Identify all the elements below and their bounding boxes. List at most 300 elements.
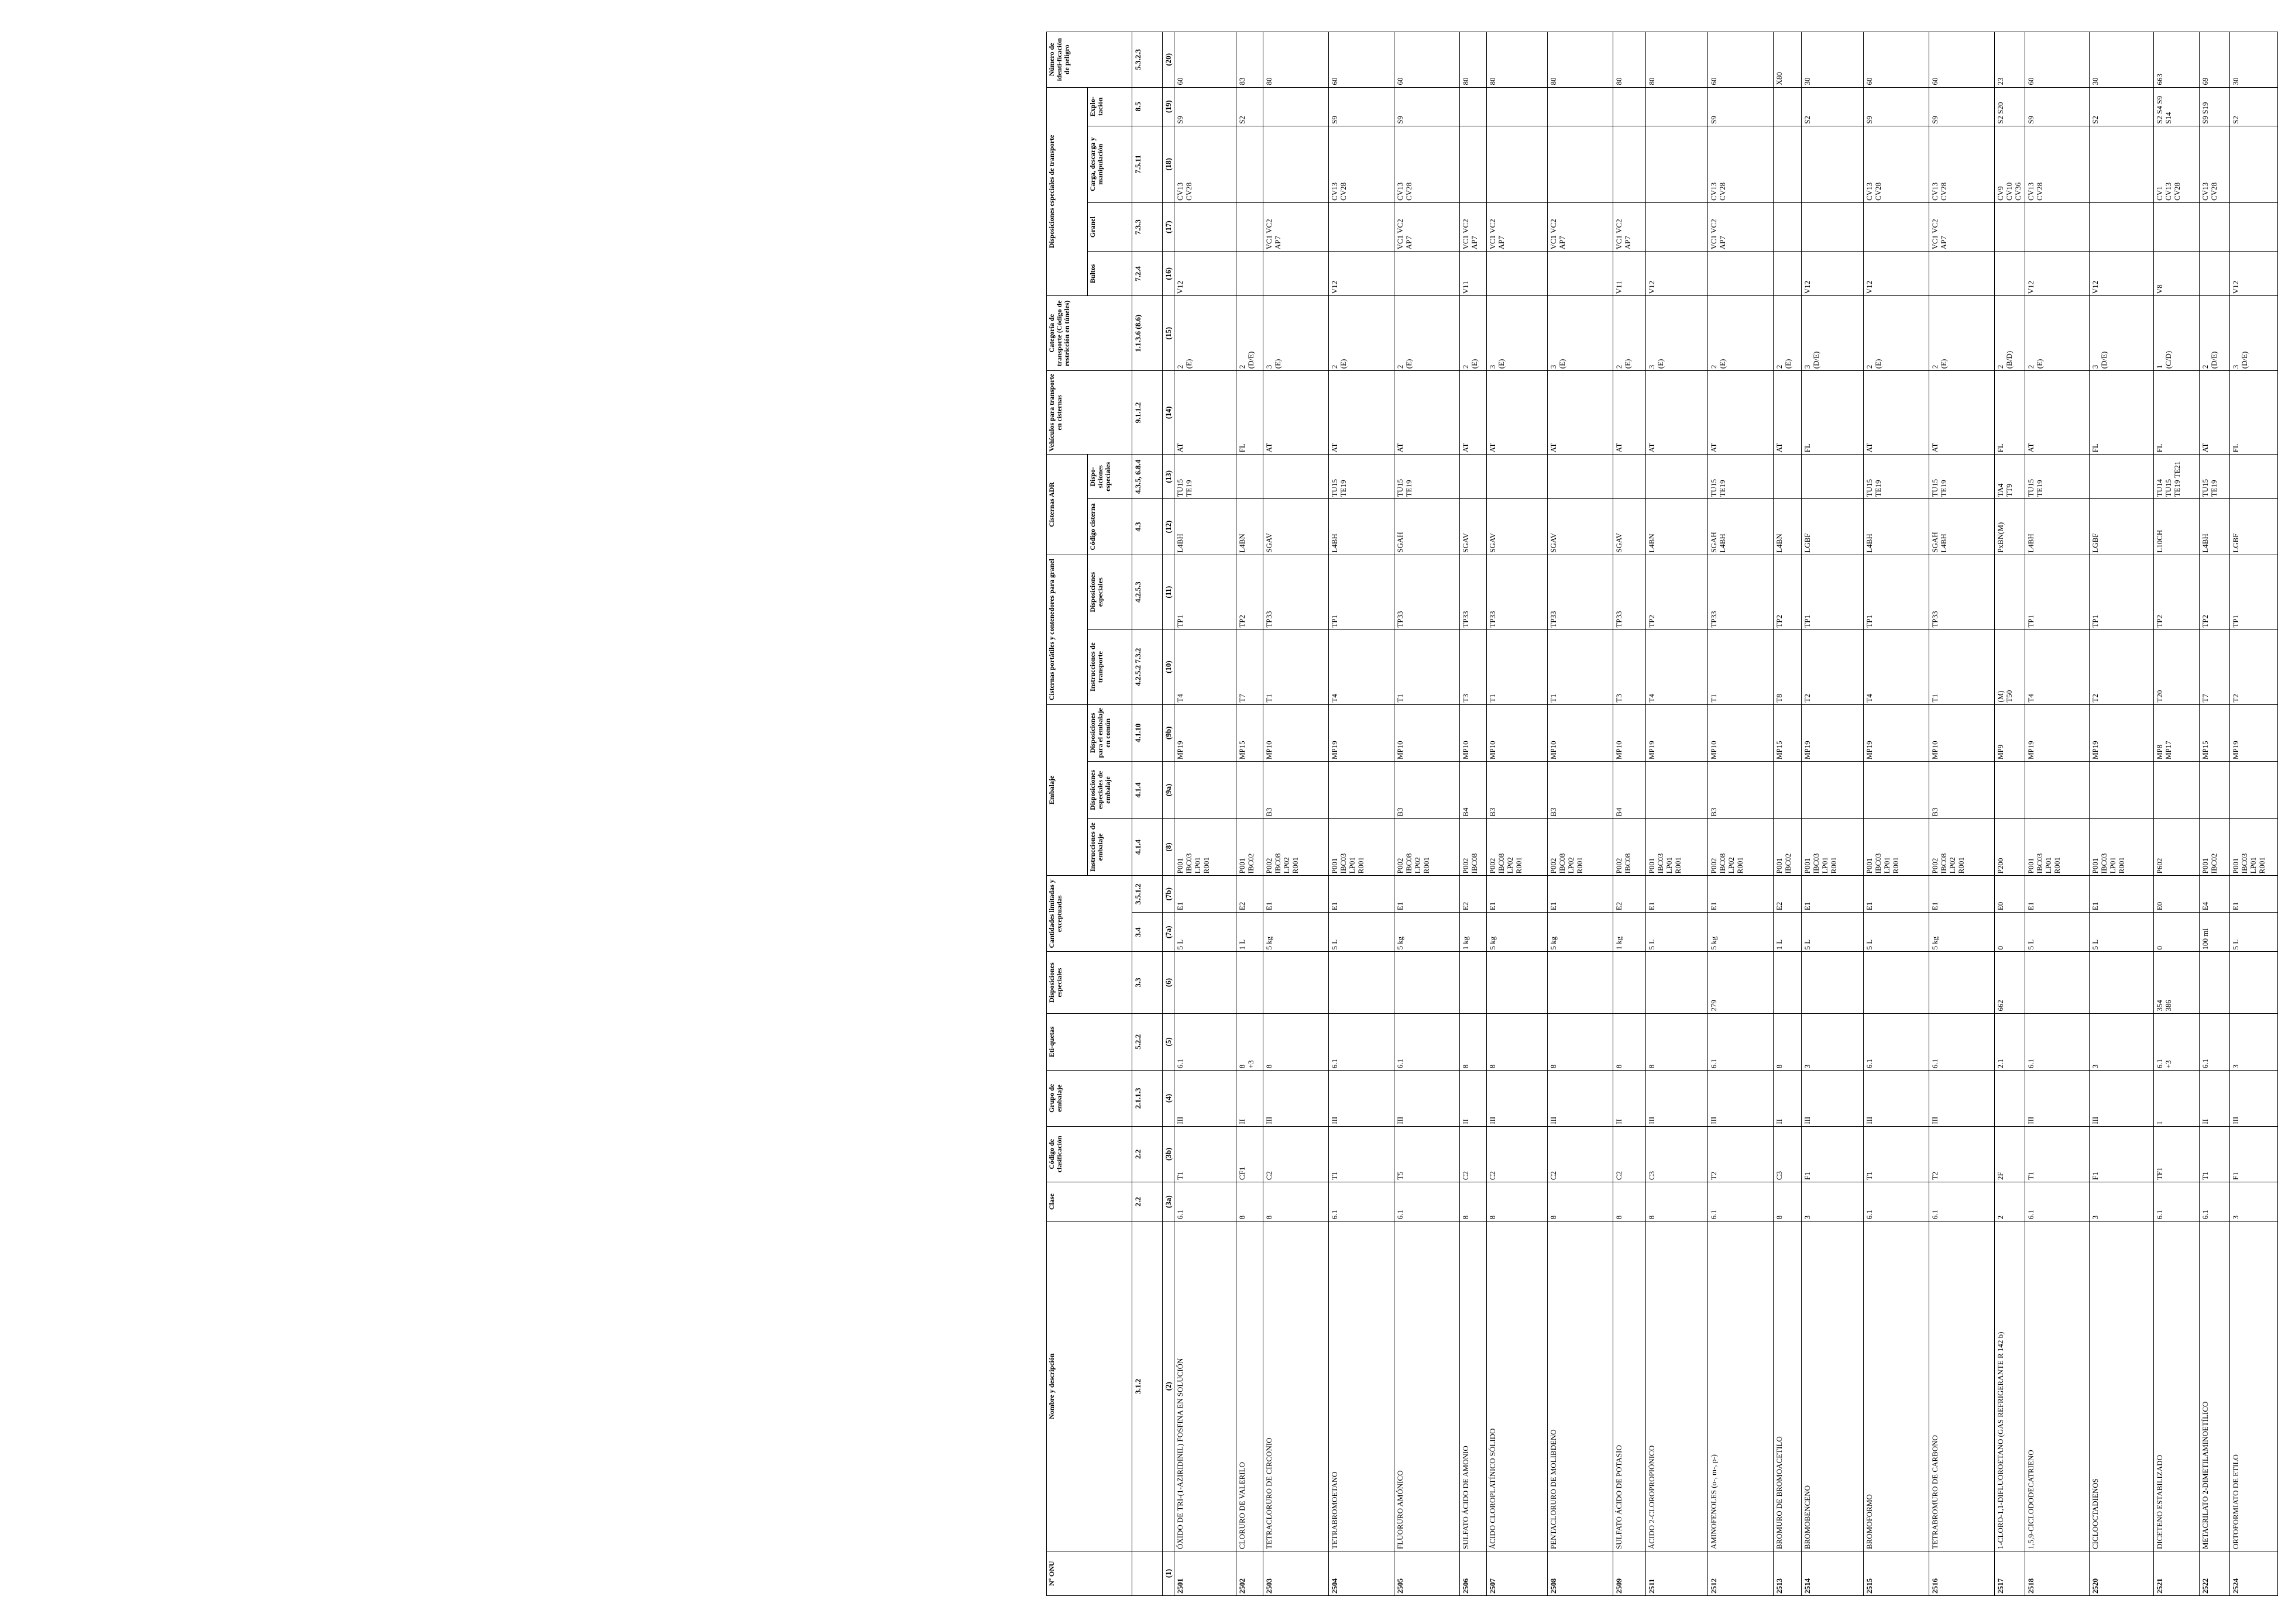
cell-class: 3: [2090, 1182, 2154, 1222]
cell-un-no: 2515: [1864, 1551, 1929, 1596]
cell-operation: S9: [1174, 87, 1236, 126]
cell-hazard-id: 60: [1174, 32, 1236, 88]
header-labels: Eti-quetas: [1047, 1013, 1132, 1071]
index-cell-vehicle: (14): [1163, 371, 1174, 455]
cell-mixed-packing: MP9: [1995, 704, 2025, 762]
cell-tank-special: TP33: [1708, 555, 1774, 629]
cell-un-no: 2503: [1263, 1551, 1329, 1596]
cell-bulk: [2090, 202, 2154, 251]
cell-packing-group: III: [1174, 1071, 1236, 1126]
cell-vehicle: AT: [1460, 371, 1487, 455]
header-tank-code: Código cisterna: [1088, 499, 1132, 555]
cell-packing-group: II: [1460, 1071, 1487, 1126]
index-cell-tank-special-adr: (13): [1163, 455, 1174, 499]
cell-vehicle: AT: [1774, 371, 1802, 455]
cell-tank-special-adr: [1613, 455, 1646, 499]
cell-tank-special-adr: TU15 TE19: [1864, 455, 1929, 499]
cell-mixed-packing: MP10: [1548, 704, 1613, 762]
index-cell-bulk: (17): [1163, 202, 1174, 251]
cell-packages: [1236, 252, 1263, 296]
index-cell-hazard-id: (20): [1163, 32, 1174, 88]
cell-tank-code: L4BH: [2200, 499, 2230, 555]
cell-packages: V11: [1613, 252, 1646, 296]
cell-limited-qty: 5 L: [1174, 913, 1236, 952]
cell-packing-instructions: P002 IBC08 LP02 R001: [1487, 818, 1548, 876]
cell-mixed-packing: MP10: [1394, 704, 1460, 762]
cell-packing-group: II: [2200, 1071, 2230, 1126]
cell-tank-code: SGAV: [1263, 499, 1329, 555]
cell-packing-group: III: [1487, 1071, 1548, 1126]
cell-operation: [1774, 87, 1802, 126]
cell-mixed-packing: MP8 MP17: [2154, 704, 2200, 762]
cell-transport-category: 2 (D/E): [2200, 296, 2230, 371]
cell-packages: [1548, 252, 1613, 296]
cell-class: 8: [1460, 1182, 1487, 1222]
table-row: [1774, 32, 1802, 1596]
cell-operation: S9 S19: [2200, 87, 2230, 126]
cell-tank-special: TP33: [1613, 555, 1646, 629]
table-row: [2154, 32, 2200, 1596]
cell-class: 8: [1548, 1182, 1613, 1222]
cell-special-provisions: [1774, 952, 1802, 1013]
cell-name: TETRABROMOETANO: [1329, 1222, 1394, 1551]
cell-loading: [1646, 126, 1708, 202]
cell-packing-group: III: [1708, 1071, 1774, 1126]
index-cell-packing-instructions: (8): [1163, 818, 1174, 876]
cell-special-packing: [2090, 762, 2154, 819]
cell-packing-group: I: [2154, 1071, 2200, 1126]
cell-vehicle: FL: [2090, 371, 2154, 455]
ref-cell-labels: 5.2.2: [1132, 1013, 1163, 1071]
cell-tank-instructions: (M) T50: [1995, 629, 2025, 704]
cell-mixed-packing: MP19: [1329, 704, 1394, 762]
cell-name: PENTACLORURO DE MOLIBDENO: [1548, 1222, 1613, 1551]
cell-excepted-qty: E1: [1263, 876, 1329, 913]
cell-tank-special-adr: TU14 TU15 TE19 TE21: [2154, 455, 2200, 499]
cell-tank-instructions: T7: [2200, 629, 2230, 704]
cell-hazard-id: 30: [2230, 32, 2278, 88]
cell-excepted-qty: E2: [1774, 876, 1802, 913]
cell-operation: S2: [2090, 87, 2154, 126]
cell-classification-code: T2: [1929, 1126, 1995, 1182]
cell-tank-instructions: T1: [1708, 629, 1774, 704]
ref-cell-special-provisions: 3.3: [1132, 952, 1163, 1013]
cell-un-no: 2506: [1460, 1551, 1487, 1596]
cell-labels: 6.1: [1174, 1013, 1236, 1071]
ref-cell-hazard-id: 5.3.2.3: [1132, 32, 1163, 88]
cell-bulk: VC1 VC2 AP7: [1613, 202, 1646, 251]
cell-name: BROMURO DE BROMOACETILO: [1774, 1222, 1802, 1551]
cell-un-no: 2502: [1236, 1551, 1263, 1596]
cell-name: METACRILATO 2-DIMETILAMINOETÍLICO: [2200, 1222, 2230, 1551]
cell-tank-code: SGAV: [1487, 499, 1548, 555]
cell-bulk: VC1 VC2 AP7: [1394, 202, 1460, 251]
cell-tank-special: TP33: [1394, 555, 1460, 629]
header-loading: Carga, descarga y manipulación: [1088, 126, 1132, 202]
index-cell-tank-code: (12): [1163, 499, 1174, 555]
cell-mixed-packing: MP10: [1263, 704, 1329, 762]
cell-packing-instructions: P602: [2154, 818, 2200, 876]
cell-tank-special-adr: TU15 TE19: [2200, 455, 2230, 499]
cell-un-no: 2520: [2090, 1551, 2154, 1596]
cell-mixed-packing: MP19: [2230, 704, 2278, 762]
cell-labels: 8 +3: [1236, 1013, 1263, 1071]
cell-classification-code: C3: [1774, 1126, 1802, 1182]
cell-class: 8: [1487, 1182, 1548, 1222]
cell-packages: [1708, 252, 1774, 296]
cell-packages: V12: [2230, 252, 2278, 296]
cell-special-packing: [1864, 762, 1929, 819]
cell-packing-instructions: P200: [1995, 818, 2025, 876]
cell-limited-qty: 5 kg: [1487, 913, 1548, 952]
cell-limited-qty: 5 L: [1329, 913, 1394, 952]
cell-special-provisions: [1929, 952, 1995, 1013]
cell-special-packing: B3: [1394, 762, 1460, 819]
cell-limited-qty: 5 kg: [1394, 913, 1460, 952]
cell-transport-category: 3 (E): [1263, 296, 1329, 371]
cell-loading: CV1 CV13 CV28: [2154, 126, 2200, 202]
cell-packages: V12: [2090, 252, 2154, 296]
cell-labels: 6.1: [1864, 1013, 1929, 1071]
cell-vehicle: AT: [1174, 371, 1236, 455]
cell-labels: 8: [1774, 1013, 1802, 1071]
cell-operation: S9: [1864, 87, 1929, 126]
cell-operation: [1613, 87, 1646, 126]
cell-special-provisions: [1548, 952, 1613, 1013]
ref-cell-mixed-packing: 4.1.10: [1132, 704, 1163, 762]
cell-packing-instructions: P001 IBC03 LP01 R001: [1802, 818, 1864, 876]
index-cell-tank-special: (11): [1163, 555, 1174, 629]
ref-cell-tank-code: 4.3: [1132, 499, 1163, 555]
cell-tank-special-adr: [1487, 455, 1548, 499]
cell-class: 8: [1774, 1182, 1802, 1222]
cell-excepted-qty: E1: [1394, 876, 1460, 913]
table-row: [2230, 32, 2278, 1596]
cell-vehicle: AT: [1263, 371, 1329, 455]
cell-tank-special: TP1: [1802, 555, 1864, 629]
cell-un-no: 2509: [1613, 1551, 1646, 1596]
cell-tank-special: TP33: [1263, 555, 1329, 629]
cell-tank-code: SGAH: [1394, 499, 1460, 555]
cell-name: TETRABROMURO DE CARBONO: [1929, 1222, 1995, 1551]
ref-cell-tank-special: 4.2.5.3: [1132, 555, 1163, 629]
cell-class: 6.1: [1708, 1182, 1774, 1222]
cell-loading: CV13 CV28: [1708, 126, 1774, 202]
cell-transport-category: 1 (C/D): [2154, 296, 2200, 371]
cell-loading: [2230, 126, 2278, 202]
cell-packages: V12: [1864, 252, 1929, 296]
index-cell-class: (3a): [1163, 1182, 1174, 1222]
cell-packing-group: III: [1548, 1071, 1613, 1126]
cell-tank-code: SGAV: [1460, 499, 1487, 555]
cell-tank-instructions: T1: [1394, 629, 1460, 704]
cell-name: BROMOFORMO: [1864, 1222, 1929, 1551]
cell-limited-qty: 100 ml: [2200, 913, 2230, 952]
table-row: [1646, 32, 1708, 1596]
table-row: [1864, 32, 1929, 1596]
cell-tank-special-adr: TA4 TT9: [1995, 455, 2025, 499]
cell-transport-category: 2 (D/E): [1236, 296, 1263, 371]
cell-mixed-packing: MP10: [1613, 704, 1646, 762]
cell-class: 6.1: [2025, 1182, 2090, 1222]
cell-packing-instructions: P001 IBC02: [1236, 818, 1263, 876]
cell-classification-code: F1: [1802, 1126, 1864, 1182]
cell-packing-instructions: P002 IBC08 LP02 R001: [1708, 818, 1774, 876]
cell-packing-group: [1995, 1071, 2025, 1126]
ref-cell-special-packing: 4.1.4: [1132, 762, 1163, 819]
cell-name: 1-CLORO-1,1-DIFLUOROETANO (GAS REFRIGERANTE R 142 b): [1995, 1222, 2025, 1551]
cell-packages: V12: [1329, 252, 1394, 296]
cell-hazard-id: 80: [1487, 32, 1548, 88]
table-body: [1174, 32, 2278, 1596]
cell-loading: [1548, 126, 1613, 202]
cell-excepted-qty: E2: [1236, 876, 1263, 913]
header-mixed-packing: Disposiciones para el embalaje en común: [1088, 704, 1132, 762]
cell-transport-category: 2 (E): [1708, 296, 1774, 371]
cell-packing-instructions: P002 IBC08 LP02 R001: [1929, 818, 1995, 876]
ref-cell-class: 2.2: [1132, 1182, 1163, 1222]
cell-operation: S2 S20: [1995, 87, 2025, 126]
cell-tank-code: PxBN(M): [1995, 499, 2025, 555]
cell-name: 1,5,9-CICLODODECATRIENO: [2025, 1222, 2090, 1551]
cell-tank-special-adr: [2090, 455, 2154, 499]
cell-packing-group: III: [1929, 1071, 1995, 1126]
cell-vehicle: AT: [1613, 371, 1646, 455]
cell-limited-qty: 5 L: [1864, 913, 1929, 952]
cell-class: 6.1: [2200, 1182, 2230, 1222]
cell-packing-group: II: [1774, 1071, 1802, 1126]
cell-name: FLUORURO AMÓNICO: [1394, 1222, 1460, 1551]
cell-special-provisions: [2200, 952, 2230, 1013]
cell-labels: 3: [1802, 1013, 1864, 1071]
cell-excepted-qty: E4: [2200, 876, 2230, 913]
cell-limited-qty: 5 kg: [1929, 913, 1995, 952]
cell-limited-qty: 1 L: [1236, 913, 1263, 952]
ref-cell-limited-qty: 3.4: [1132, 913, 1163, 952]
header-tank-instructions: Instrucciones de transporte: [1088, 629, 1132, 704]
index-cell-mixed-packing: (9b): [1163, 704, 1174, 762]
cell-limited-qty: 1 L: [1774, 913, 1802, 952]
cell-special-provisions: [1263, 952, 1329, 1013]
cell-operation: [1646, 87, 1708, 126]
cell-packing-group: II: [1236, 1071, 1263, 1126]
cell-packing-group: III: [1646, 1071, 1708, 1126]
cell-tank-code: L4BH: [1174, 499, 1236, 555]
cell-excepted-qty: E0: [1995, 876, 2025, 913]
cell-tank-special-adr: [1802, 455, 1864, 499]
cell-tank-instructions: T1: [1487, 629, 1548, 704]
cell-packing-group: III: [2090, 1071, 2154, 1126]
cell-tank-code: L4BH: [1329, 499, 1394, 555]
cell-hazard-id: 23: [1995, 32, 2025, 88]
cell-special-packing: B3: [1263, 762, 1329, 819]
cell-limited-qty: 5 L: [2230, 913, 2278, 952]
cell-vehicle: FL: [2230, 371, 2278, 455]
cell-packing-instructions: P001 IBC03 LP01 R001: [1646, 818, 1708, 876]
cell-labels: 3: [2230, 1013, 2278, 1071]
cell-transport-category: 2 (E): [1774, 296, 1802, 371]
cell-bulk: VC1 VC2 AP7: [1929, 202, 1995, 251]
cell-tank-special-adr: TU15 TE19: [1708, 455, 1774, 499]
ref-cell-packages: 7.2.4: [1132, 252, 1163, 296]
cell-un-no: 2513: [1774, 1551, 1802, 1596]
cell-classification-code: T1: [1864, 1126, 1929, 1182]
cell-operation: S9: [2025, 87, 2090, 126]
cell-bulk: [2154, 202, 2200, 251]
cell-operation: S2: [2230, 87, 2278, 126]
ref-cell-un-no: [1132, 1551, 1163, 1596]
cell-packages: V12: [1802, 252, 1864, 296]
cell-vehicle: AT: [2200, 371, 2230, 455]
cell-operation: [1487, 87, 1548, 126]
cell-transport-category: 2 (E): [1174, 296, 1236, 371]
cell-mixed-packing: MP10: [1460, 704, 1487, 762]
index-cell-limited-qty: (7a): [1163, 913, 1174, 952]
cell-labels: 8: [1548, 1013, 1613, 1071]
header-bulk: Granel: [1088, 202, 1132, 251]
cell-tank-special: TP1: [2025, 555, 2090, 629]
cell-bulk: [1329, 202, 1394, 251]
cell-vehicle: AT: [1394, 371, 1460, 455]
rotated-table-wrapper: [1046, 32, 2266, 1596]
cell-tank-instructions: T4: [2025, 629, 2090, 704]
ref-cell-classification-code: 2.2: [1132, 1126, 1163, 1182]
cell-vehicle: FL: [2154, 371, 2200, 455]
cell-special-packing: [1236, 762, 1263, 819]
cell-excepted-qty: E2: [1460, 876, 1487, 913]
cell-tank-special: TP2: [1236, 555, 1263, 629]
ref-cell-transport-category: 1.1.3.6 (8.6): [1132, 296, 1163, 371]
index-cell-packages: (16): [1163, 252, 1174, 296]
cell-labels: 6.1: [1929, 1013, 1995, 1071]
cell-tank-instructions: T4: [1174, 629, 1236, 704]
cell-un-no: 2504: [1329, 1551, 1394, 1596]
cell-hazard-id: 83: [1236, 32, 1263, 88]
cell-special-provisions: [1460, 952, 1487, 1013]
header-transport-category: Categoría de transporte (Código de restricción en túneles): [1047, 296, 1132, 371]
cell-class: 2: [1995, 1182, 2025, 1222]
table-row: [1263, 32, 1329, 1596]
cell-classification-code: T1: [2025, 1126, 2090, 1182]
cell-class: 6.1: [1329, 1182, 1394, 1222]
cell-loading: CV9 CV10 CV36: [1995, 126, 2025, 202]
cell-vehicle: AT: [1487, 371, 1548, 455]
cell-tank-special: TP1: [2230, 555, 2278, 629]
cell-packing-instructions: P001 IBC03 LP01 R001: [2090, 818, 2154, 876]
cell-special-provisions: [2025, 952, 2090, 1013]
header-un-no: Nº ONU: [1047, 1551, 1132, 1596]
cell-packing-instructions: P002 IBC08: [1613, 818, 1646, 876]
cell-tank-special-adr: TU15 TE19: [1929, 455, 1995, 499]
cell-loading: [1613, 126, 1646, 202]
cell-transport-category: 3 (E): [1487, 296, 1548, 371]
cell-vehicle: AT: [1646, 371, 1708, 455]
cell-packing-group: III: [1864, 1071, 1929, 1126]
cell-un-no: 2516: [1929, 1551, 1995, 1596]
cell-packing-instructions: P001 IBC03 LP01 R001: [2025, 818, 2090, 876]
header-operation: Explo-tación: [1088, 87, 1132, 126]
cell-vehicle: FL: [1995, 371, 2025, 455]
ref-cell-packing-instructions: 4.1.4: [1132, 818, 1163, 876]
cell-packing-instructions: P001 IBC03 LP01 R001: [1174, 818, 1236, 876]
table-row: [1329, 32, 1394, 1596]
cell-tank-instructions: T2: [1802, 629, 1864, 704]
header-special-provisions: Disposiciones especiales: [1047, 952, 1132, 1013]
cell-packages: [1487, 252, 1548, 296]
cell-limited-qty: 1 kg: [1460, 913, 1487, 952]
cell-tank-special-adr: [1646, 455, 1708, 499]
table-row: [1460, 32, 1487, 1596]
cell-name: ÁCIDO 2-CLOROPROPIÓNICO: [1646, 1222, 1708, 1551]
index-cell-classification-code: (3b): [1163, 1126, 1174, 1182]
header-tank-special-adr: Dispo-siciones especiales: [1088, 455, 1132, 499]
header-packaging: Embalaje: [1047, 704, 1088, 876]
cell-operation: S9: [1708, 87, 1774, 126]
cell-tank-code: LGBF: [2230, 499, 2278, 555]
column-index-row: [1163, 32, 1174, 1596]
cell-special-provisions: [1174, 952, 1236, 1013]
cell-transport-category: 2 (B/D): [1995, 296, 2025, 371]
cell-classification-code: C3: [1646, 1126, 1708, 1182]
cell-mixed-packing: MP15: [1236, 704, 1263, 762]
cell-mixed-packing: MP10: [1929, 704, 1995, 762]
cell-loading: CV13 CV28: [2025, 126, 2090, 202]
cell-classification-code: CF1: [1236, 1126, 1263, 1182]
index-cell-special-provisions: (6): [1163, 952, 1174, 1013]
cell-bulk: [2200, 202, 2230, 251]
cell-tank-special: TP2: [1646, 555, 1708, 629]
ref-cell-name: 3.1.2: [1132, 1222, 1163, 1551]
cell-un-no: 2511: [1646, 1551, 1708, 1596]
cell-tank-special: TP2: [1774, 555, 1802, 629]
cell-packages: V12: [2025, 252, 2090, 296]
table-row: [2200, 32, 2230, 1596]
cell-tank-special-adr: [1774, 455, 1802, 499]
cell-special-packing: B3: [1708, 762, 1774, 819]
cell-bulk: VC1 VC2 AP7: [1263, 202, 1329, 251]
cell-tank-special: TP33: [1460, 555, 1487, 629]
table-row: [1487, 32, 1548, 1596]
cell-excepted-qty: E2: [1613, 876, 1646, 913]
cell-excepted-qty: E1: [1802, 876, 1864, 913]
cell-tank-special: TP2: [2200, 555, 2230, 629]
cell-packages: V8: [2154, 252, 2200, 296]
cell-un-no: 2524: [2230, 1551, 2278, 1596]
header-vehicle: Vehículos para transporte en cisternas: [1047, 371, 1132, 455]
cell-limited-qty: 5 L: [1802, 913, 1864, 952]
cell-tank-instructions: T2: [2230, 629, 2278, 704]
header-portable-tanks: Cisternas portátiles y contenedores para granel: [1047, 555, 1088, 704]
cell-special-packing: [2230, 762, 2278, 819]
cell-tank-special: TP33: [1487, 555, 1548, 629]
cell-tank-code: LGBF: [1802, 499, 1864, 555]
cell-bulk: [2025, 202, 2090, 251]
cell-tank-special: TP1: [1864, 555, 1929, 629]
cell-bulk: [1864, 202, 1929, 251]
cell-tank-special-adr: [2230, 455, 2278, 499]
cell-hazard-id: 60: [1929, 32, 1995, 88]
cell-packing-group: III: [1394, 1071, 1460, 1126]
cell-classification-code: T1: [1329, 1126, 1394, 1182]
cell-packages: [1995, 252, 2025, 296]
table-row: [1708, 32, 1774, 1596]
cell-classification-code: T5: [1394, 1126, 1460, 1182]
cell-tank-instructions: T4: [1864, 629, 1929, 704]
cell-class: 6.1: [1394, 1182, 1460, 1222]
cell-tank-code: L4BN: [1646, 499, 1708, 555]
cell-mixed-packing: MP10: [1708, 704, 1774, 762]
cell-class: 3: [1802, 1182, 1864, 1222]
